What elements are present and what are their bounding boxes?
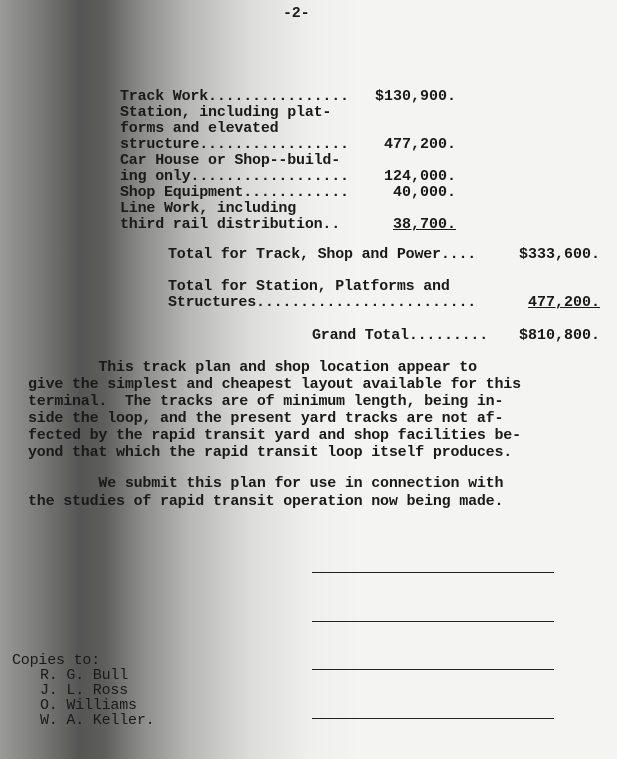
cost-item-amount: $130,900. bbox=[374, 88, 456, 105]
paragraph-line: fected by the rapid transit yard and shop facilities be- bbox=[28, 427, 521, 444]
grand-total-label: Grand Total......... bbox=[312, 327, 489, 344]
cost-item-label: Shop Equipment............ bbox=[120, 184, 349, 201]
total-track-amount: $333,600. bbox=[518, 246, 600, 263]
total-station-label-2: Structures......................... bbox=[168, 294, 477, 311]
signature-line bbox=[312, 669, 554, 670]
paragraph-line: give the simplest and cheapest layout available for this bbox=[28, 376, 521, 393]
cost-item-label: forms and elevated bbox=[120, 120, 279, 137]
paragraph-line: yond that which the rapid transit loop itself produces. bbox=[28, 444, 513, 461]
cost-item-label: Line Work, including bbox=[120, 200, 297, 217]
cost-item-label: structure................. bbox=[120, 136, 349, 153]
signature-line bbox=[312, 572, 554, 573]
total-track-label: Total for Track, Shop and Power.... bbox=[168, 246, 477, 263]
page-number: -2- bbox=[283, 5, 310, 22]
copies-recipient: O. Williams bbox=[40, 697, 137, 714]
paragraph-line: This track plan and shop location appear to bbox=[28, 359, 477, 376]
cost-item-label: Car House or Shop--build- bbox=[120, 152, 341, 169]
cost-item-label: third rail distribution.. bbox=[120, 216, 341, 233]
cost-item-label: ing only.................. bbox=[120, 168, 349, 185]
cost-item-amount: 124,000. bbox=[383, 168, 456, 185]
copies-recipient: J. L. Ross bbox=[40, 682, 129, 699]
copies-recipient: W. A. Keller. bbox=[40, 712, 155, 729]
copies-heading: Copies to: bbox=[12, 652, 101, 669]
cost-item-amount: 38,700. bbox=[392, 216, 456, 233]
grand-total-amount: $810,800. bbox=[518, 327, 600, 344]
paragraph-line: side the loop, and the present yard tracks are not af- bbox=[28, 410, 504, 427]
cost-item-label: Station, including plat- bbox=[120, 104, 332, 121]
total-station-label: Total for Station, Platforms and bbox=[168, 278, 450, 295]
cost-item-amount: 40,000. bbox=[392, 184, 456, 201]
copies-recipient: R. G. Bull bbox=[40, 667, 129, 684]
paragraph-line: the studies of rapid transit operation now being made. bbox=[28, 493, 504, 510]
cost-item-amount: 477,200. bbox=[383, 136, 456, 153]
cost-item-label: Track Work................ bbox=[120, 88, 349, 105]
signature-line bbox=[312, 718, 554, 719]
paragraph-line: We submit this plan for use in connection with bbox=[28, 475, 504, 492]
paragraph-line: terminal. The tracks are of minimum length, being in- bbox=[28, 393, 504, 410]
total-station-amount: 477,200. bbox=[527, 294, 600, 311]
signature-line bbox=[312, 621, 554, 622]
